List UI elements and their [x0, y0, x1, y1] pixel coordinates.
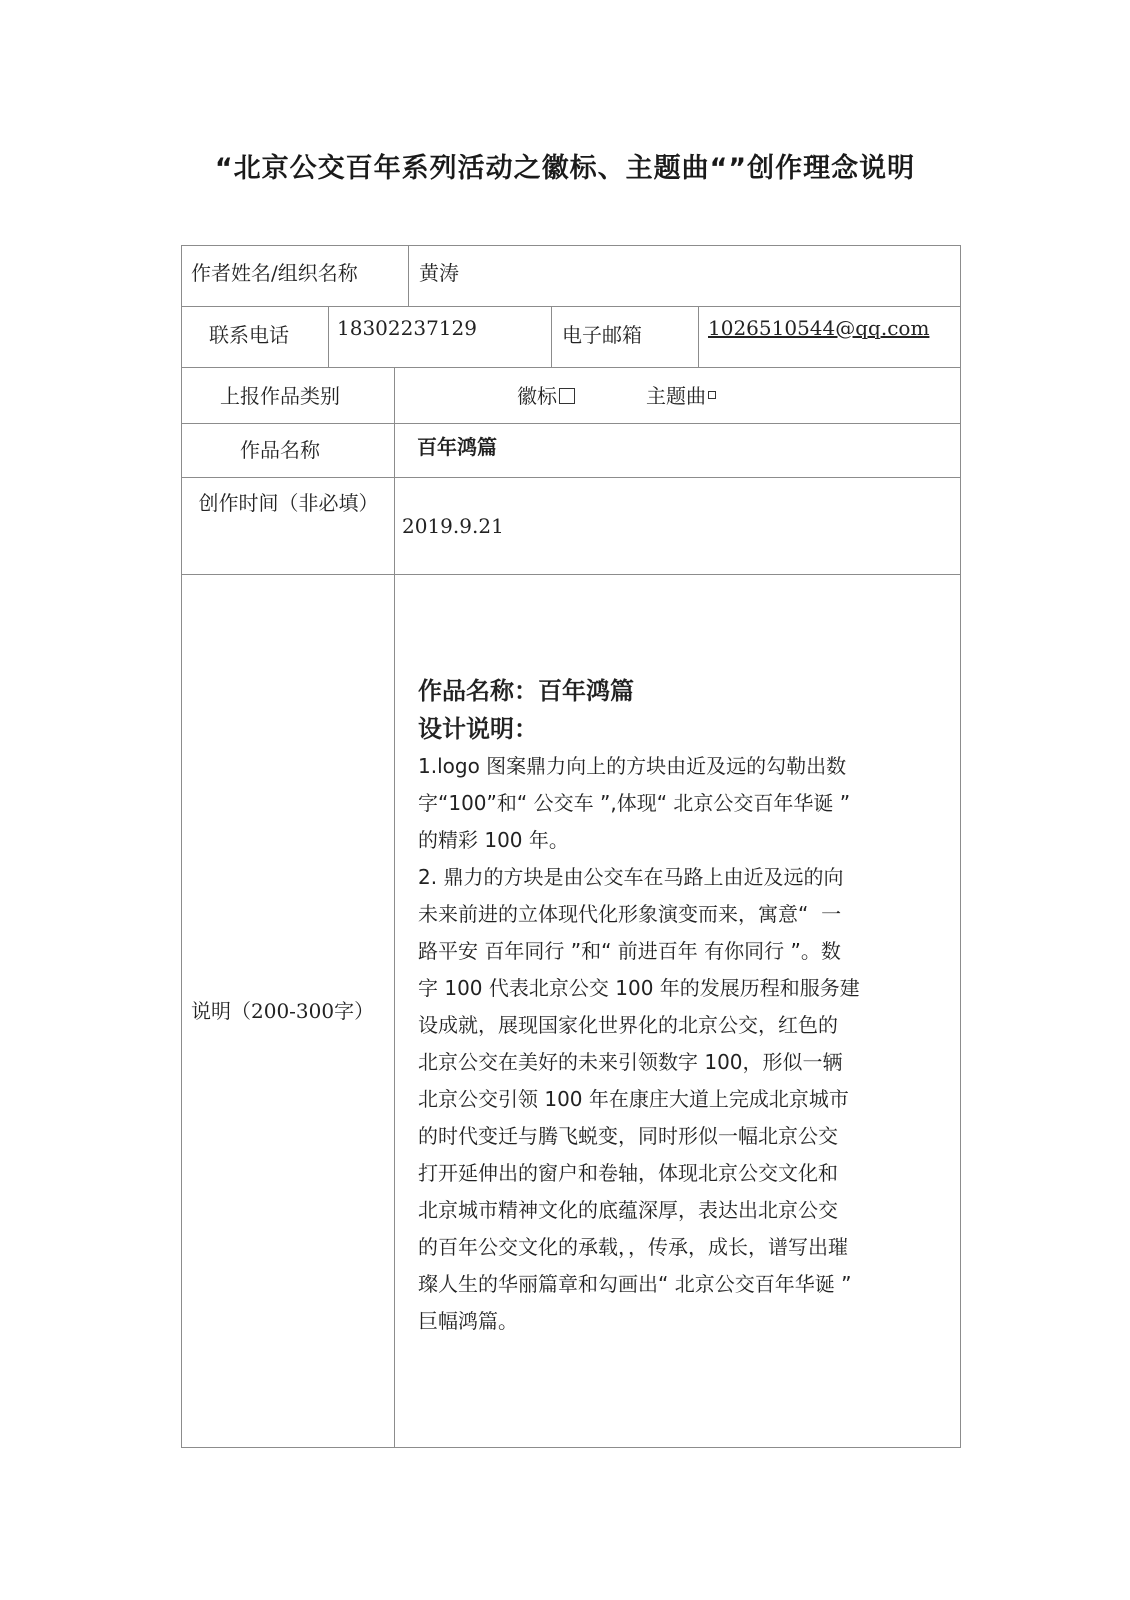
row-divider: [182, 306, 960, 307]
description-line: 的精彩 100 年。: [418, 828, 569, 852]
row-divider: [182, 367, 960, 368]
phone-label: 联系电话: [209, 323, 289, 347]
description-line: 的百年公交文化的承载，，传承，成长，谱写出璀: [418, 1235, 848, 1259]
column-divider: [698, 306, 699, 367]
description-line: 北京公交引领 100 年在康庄大道上完成北京城市: [418, 1087, 849, 1111]
phone-value: 18302237129: [337, 316, 477, 340]
description-line: 字“100”和“ 公交车 ”,体现“ 北京公交百年华诞 ”: [418, 791, 851, 815]
description-label: 说明（200-300字）: [191, 999, 375, 1023]
row-divider: [182, 423, 960, 424]
category-option-theme-song-label: 主题曲: [646, 384, 706, 408]
description-line: 1.logo 图案鼎力向上的方块由近及远的勾勒出数: [418, 754, 847, 778]
description-line: 巨幅鸿篇。: [418, 1309, 518, 1333]
description-line: 璨人生的华丽篇章和勾画出“ 北京公交百年华诞 ”: [418, 1272, 852, 1296]
created-label: 创作时间（非必填）: [198, 491, 379, 515]
category-option-theme-song[interactable]: [646, 382, 716, 410]
description-line: 字 100 代表北京公交 100 年的发展历程和服务建: [418, 976, 860, 1000]
description-heading-name: 作品名称：百年鸿篇: [418, 677, 634, 705]
column-divider: [328, 306, 329, 367]
column-divider: [394, 367, 395, 1447]
row-divider: [182, 477, 960, 478]
description-line: 打开延伸出的窗户和卷轴，体现北京公交文化和: [418, 1161, 838, 1185]
column-divider: [408, 246, 409, 306]
description-line: 未来前进的立体现代化形象演变而来，寓意“ 一: [418, 902, 842, 926]
created-value: 2019.9.21: [402, 514, 504, 538]
logo-checkbox[interactable]: [559, 388, 575, 404]
author-value: 黄涛: [419, 261, 459, 285]
category-option-logo-label: 徽标: [517, 384, 557, 408]
description-content: [418, 672, 918, 1340]
page-title: “北京公交百年系列活动之徽标、主题曲“”创作理念说明: [214, 153, 916, 184]
theme-song-checkbox[interactable]: [708, 391, 716, 399]
description-line: 设成就，展现国家化世界化的北京公交，红色的: [418, 1013, 838, 1037]
description-line: 北京公交在美好的未来引领数字 100，形似一辆: [418, 1050, 843, 1074]
column-divider: [551, 306, 552, 367]
author-label: 作者姓名/组织名称: [191, 261, 358, 285]
category-option-logo[interactable]: [517, 382, 575, 410]
description-line: 的时代变迁与腾飞蜕变，同时形似一幅北京公交: [418, 1124, 838, 1148]
description-line: 2. 鼎力的方块是由公交车在马路上由近及远的向: [418, 865, 844, 889]
email-label: 电子邮箱: [562, 323, 642, 347]
email-value[interactable]: 1026510544@qq.com: [708, 316, 930, 340]
description-line: 北京城市精神文化的底蕴深厚，表达出北京公交: [418, 1198, 838, 1222]
work-name-label: 作品名称: [240, 438, 320, 462]
category-label: 上报作品类别: [220, 384, 340, 408]
row-divider: [182, 574, 960, 575]
description-line: 路平安 百年同行 ”和“ 前进百年 有你同行 ”。数: [418, 939, 841, 963]
work-name-value: 百年鸿篇: [417, 435, 497, 459]
description-heading-design: 设计说明：: [418, 715, 538, 743]
